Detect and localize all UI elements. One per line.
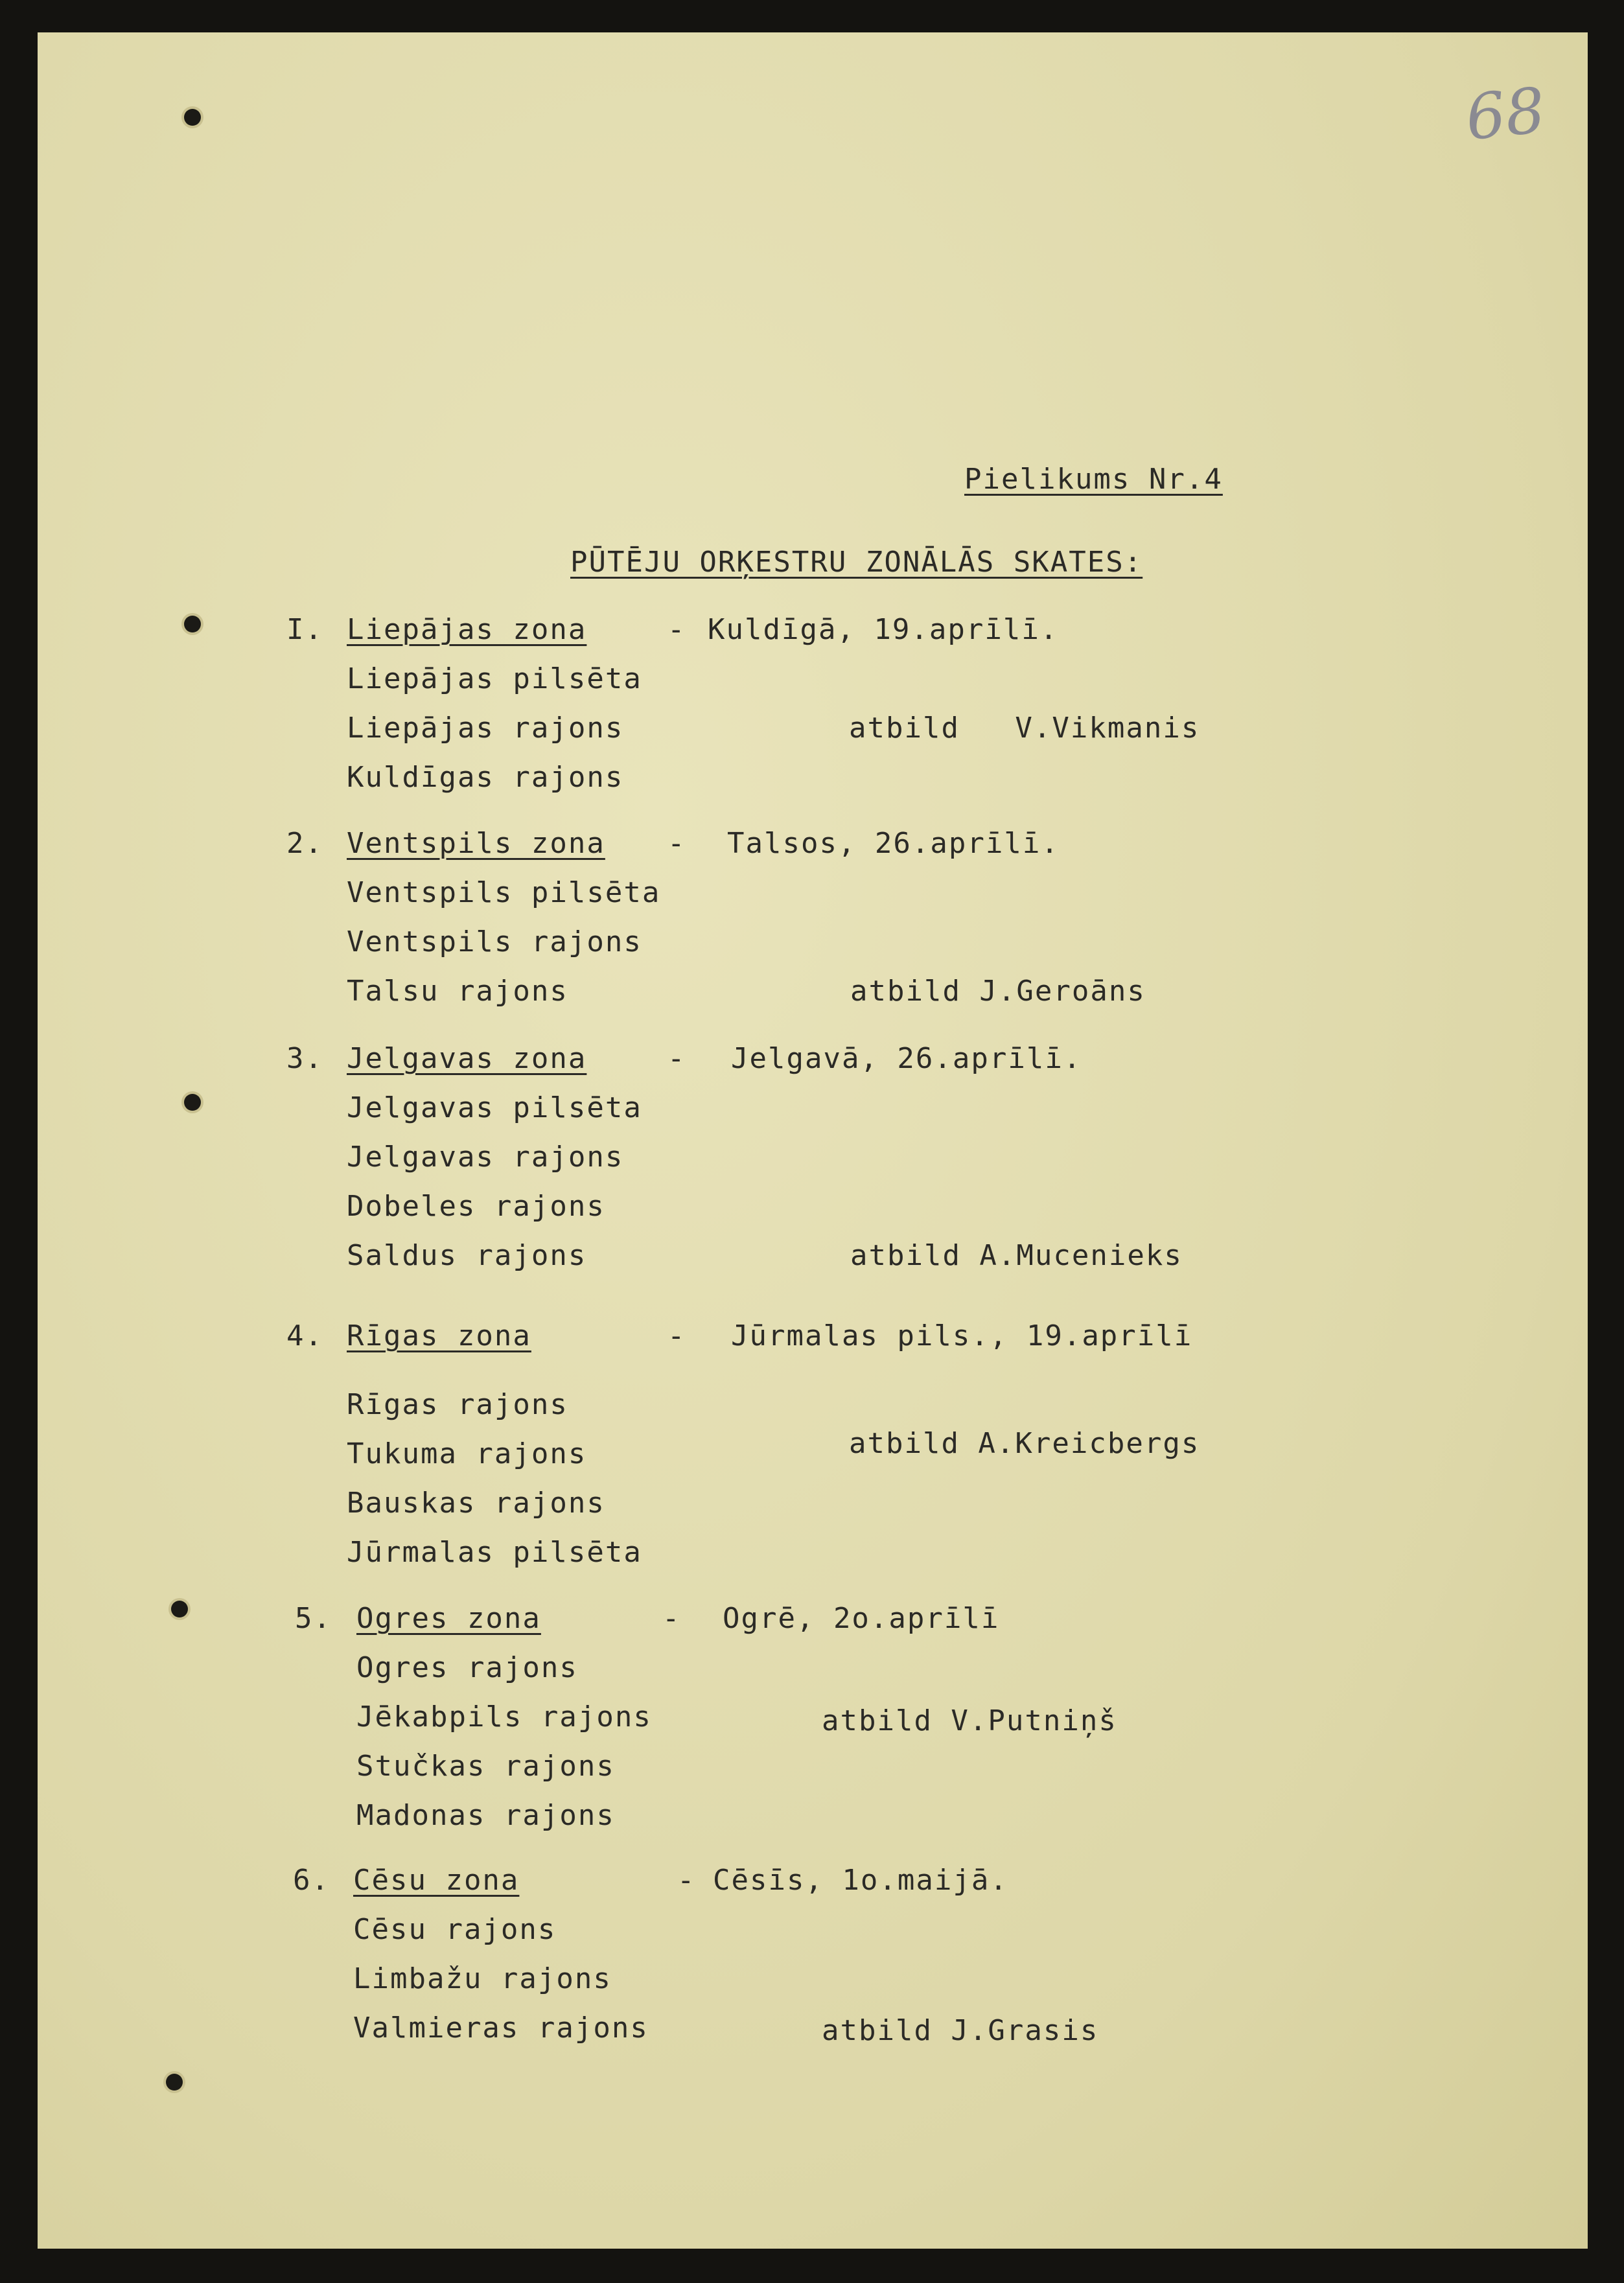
- district: Jelgavas pilsēta: [347, 1091, 642, 1124]
- punch-hole: [184, 109, 201, 126]
- district: Jūrmalas pilsēta: [347, 1536, 642, 1569]
- zone-separator: -: [667, 1042, 686, 1075]
- punch-hole: [184, 1094, 201, 1111]
- responsible-person: atbild J.Geroāns: [850, 975, 1146, 1008]
- document-title: PŪTĒJU ORĶESTRU ZONĀLĀS SKATES:: [570, 546, 1143, 579]
- annex-label: Pielikums Nr.4: [964, 463, 1223, 496]
- zone-name: Ventspils zona: [347, 827, 605, 860]
- zone-name: Rīgas zona: [347, 1319, 531, 1352]
- district: Rīgas rajons: [347, 1388, 568, 1421]
- district: Ventspils rajons: [347, 925, 642, 958]
- zone-number: 3.: [286, 1042, 323, 1075]
- district: Jelgavas rajons: [347, 1141, 624, 1174]
- district: Saldus rajons: [347, 1239, 587, 1272]
- zone-venue: Talsos, 26.aprīlī.: [727, 827, 1060, 860]
- district: Liepājas rajons: [347, 712, 624, 745]
- zone-venue: Jelgavā, 26.aprīlī.: [731, 1042, 1082, 1075]
- responsible-person: atbild A.Mucenieks: [850, 1239, 1183, 1272]
- district: Jēkabpils rajons: [356, 1700, 652, 1733]
- zone-venue: Cēsīs, 1o.maijā.: [713, 1864, 1008, 1897]
- zone-separator: -: [667, 827, 686, 860]
- responsible-person: atbild V.Putniņš: [822, 1704, 1117, 1737]
- responsible-person: atbild J.Grasis: [822, 2014, 1099, 2047]
- zone-separator: -: [667, 613, 686, 646]
- zone-venue: Jūrmalas pils., 19.aprīlī: [731, 1319, 1193, 1352]
- punch-hole: [166, 2074, 183, 2091]
- zone-separator: -: [662, 1602, 681, 1635]
- responsible-person: atbild A.Kreicbergs: [849, 1427, 1200, 1460]
- zone-number: 5.: [295, 1602, 332, 1635]
- district: Tukuma rajons: [347, 1437, 587, 1470]
- district: Cēsu rajons: [353, 1913, 557, 1946]
- punch-hole: [171, 1601, 188, 1617]
- folio-number: 68: [1462, 73, 1549, 155]
- document-page: [38, 32, 1588, 2249]
- district: Liepājas pilsēta: [347, 662, 642, 695]
- zone-name: Liepājas zona: [347, 613, 587, 646]
- zone-number: 6.: [293, 1864, 330, 1897]
- zone-name: Cēsu zona: [353, 1864, 520, 1897]
- zone-venue: Ogrē, 2o.aprīlī: [723, 1602, 1000, 1635]
- district: Bauskas rajons: [347, 1487, 605, 1520]
- district: Limbažu rajons: [353, 1962, 612, 1995]
- zone-number: 4.: [286, 1319, 323, 1352]
- zone-venue: Kuldīgā, 19.aprīlī.: [708, 613, 1059, 646]
- zone-separator: -: [667, 1319, 686, 1352]
- district: Ventspils pilsēta: [347, 876, 661, 909]
- district: Madonas rajons: [356, 1799, 615, 1832]
- zone-separator: -: [677, 1864, 696, 1897]
- zone-name: Ogres zona: [356, 1602, 541, 1635]
- zone-name: Jelgavas zona: [347, 1042, 587, 1075]
- district: Talsu rajons: [347, 975, 568, 1008]
- district: Valmieras rajons: [353, 2011, 649, 2045]
- district: Ogres rajons: [356, 1651, 578, 1684]
- district: Dobeles rajons: [347, 1190, 605, 1223]
- zone-number: 2.: [286, 827, 323, 860]
- punch-hole: [184, 616, 201, 632]
- district: Stučkas rajons: [356, 1750, 615, 1783]
- zone-number: I.: [286, 613, 323, 646]
- district: Kuldīgas rajons: [347, 761, 624, 794]
- responsible-person: atbild V.Vikmanis: [849, 712, 1200, 745]
